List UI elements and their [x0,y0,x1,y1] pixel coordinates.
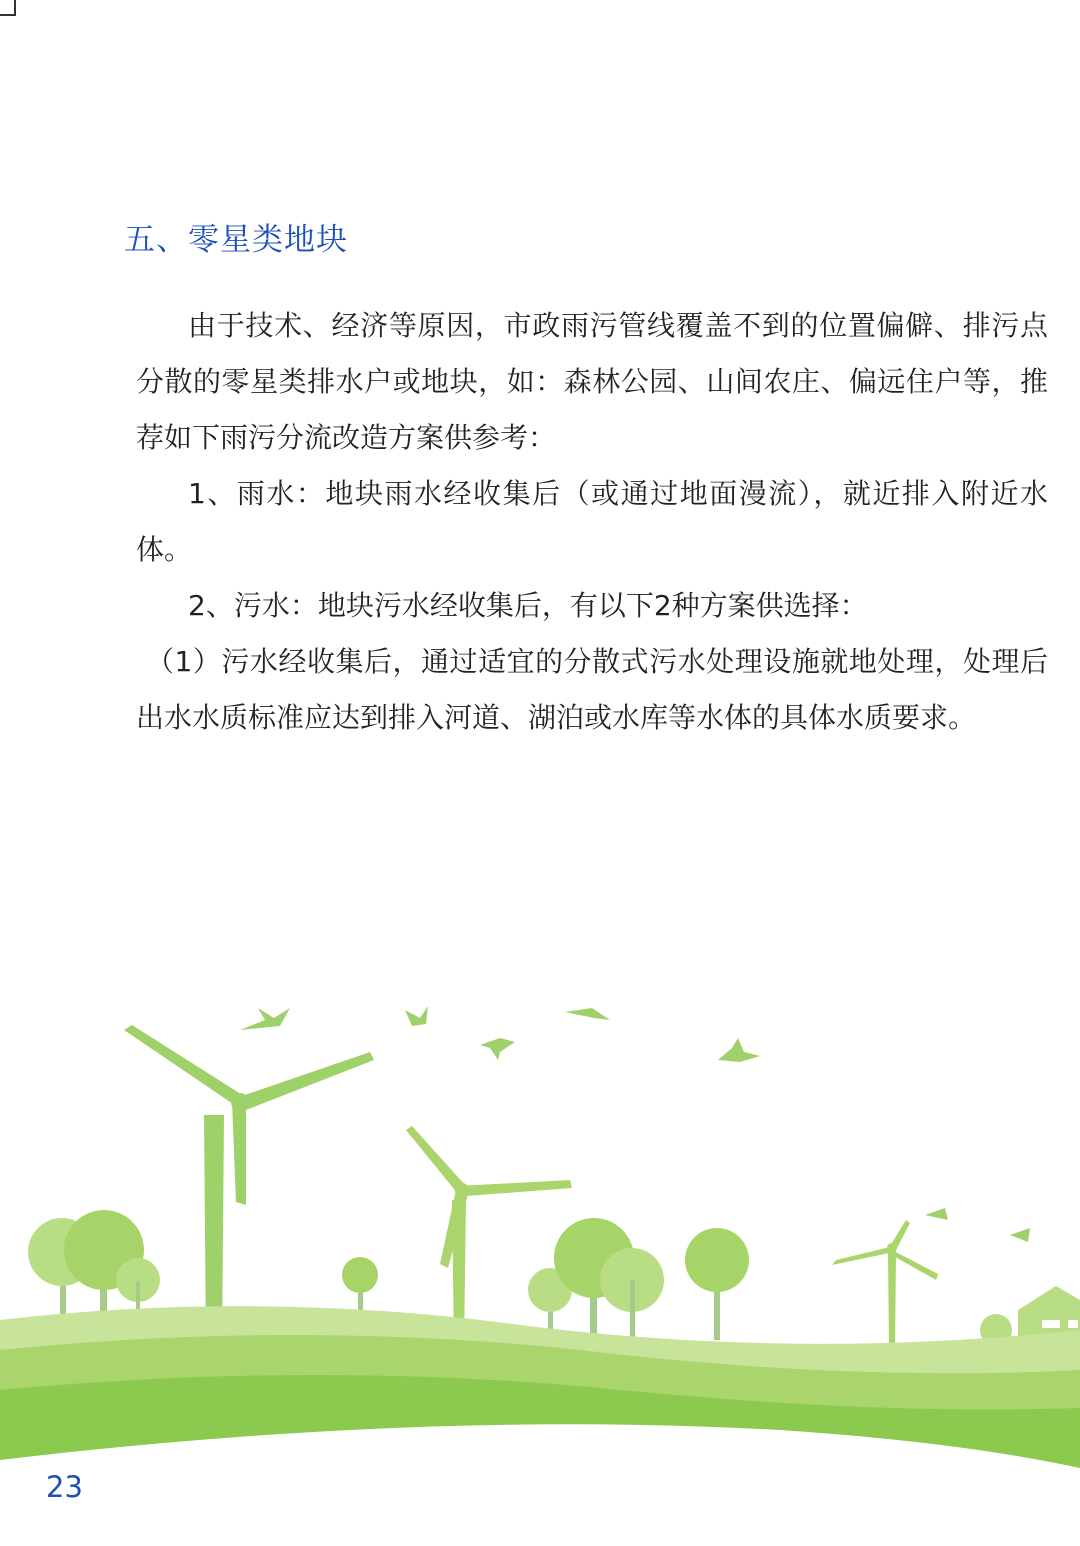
bird-icon [240,1008,290,1030]
section-heading: 五、零星类地块 [124,222,348,258]
bird-icon [718,1038,760,1062]
paragraph-sewage: 2、污水：地块污水经收集后，有以下2种方案供选择： [188,589,868,622]
bird-icon [480,1038,515,1060]
wind-turbine-large [124,1025,374,1350]
birds-group [240,1006,1030,1242]
trees-middle [528,1218,749,1345]
bird-icon [565,1008,610,1020]
paragraph-rainwater: 1、雨水：地块雨水经收集后（或通过地面漫流），就近排入附近水体。 [136,477,1048,566]
crop-mark-top [0,0,16,16]
page-number: 23 [46,1470,83,1504]
paragraph-option-1: （1）污水经收集后，通过适宜的分散式污水处理设施就地处理，处理后出水水质标准应达到排入河道、湖泊或水库等水体的具体水质要求。 [136,645,1048,734]
bird-icon [1010,1228,1030,1242]
wind-turbine-small [832,1220,938,1350]
body-text [136,298,1048,746]
paragraph-intro: 由于技术、经济等原因，市政雨污管线覆盖不到的位置偏僻、排污点分散的零星类排水户或地块，如：森林公园、山间农庄、偏远住户等，推荐如下雨污分流改造方案供参考： [136,309,1048,454]
bird-icon [925,1208,948,1220]
green-landscape-illustration [0,990,1080,1546]
bird-icon [405,1006,428,1026]
